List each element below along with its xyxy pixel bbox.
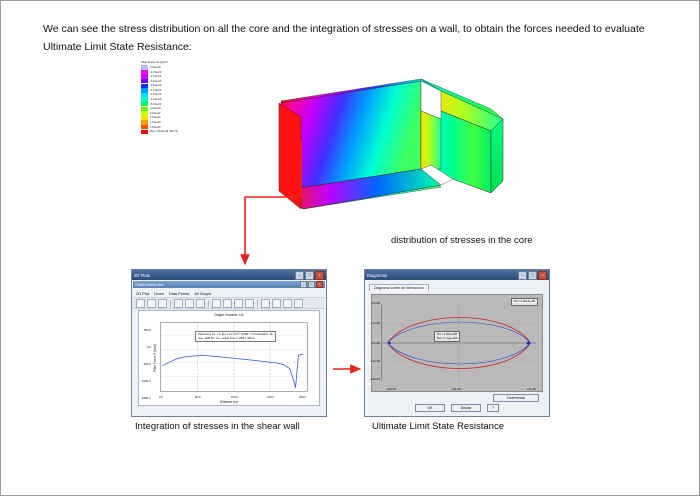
inner-window-title: Grafico/datos.stra (135, 282, 164, 287)
tab-strip[interactable] (365, 282, 549, 291)
x-axis-tick: 0 E+00 (452, 387, 461, 391)
y-tick-label: 500.0 (144, 328, 151, 332)
window-controls (295, 271, 324, 280)
ok-button[interactable]: OK (415, 404, 445, 412)
shear-wall-plot-window[interactable] (131, 269, 327, 417)
legend-label: -1.5 E+03 (150, 93, 162, 97)
legend-label: -1.0 E+03 (150, 98, 162, 102)
menu-item-lines[interactable]: Lines (154, 290, 164, 296)
x-tick-label: 200.0 (299, 395, 306, 399)
y-axis-tick: 0 E+00 (371, 341, 380, 345)
y-axis-tick: -2 E+05 (370, 377, 380, 381)
x-axis-tick: 2 E+05 (527, 387, 536, 391)
design-point-marker (527, 341, 530, 344)
caption-shear-wall: Integration of stresses in the shear wall (135, 421, 300, 432)
legend-title: Plate Stress S1 (grav)? (141, 61, 168, 64)
maximize-button[interactable]: □ (305, 271, 314, 280)
cancel-button[interactable]: Anular (451, 404, 481, 412)
legend-label: -3.0 E+03 (150, 79, 162, 83)
legend-label: 1.0 E+03 (150, 116, 161, 120)
legend-swatch (141, 130, 148, 134)
legend-label: -2.0 E+03 (150, 88, 162, 92)
inner-close-button[interactable]: × (316, 281, 323, 288)
plot-data-line (162, 354, 303, 388)
tab-interaction-diagram[interactable]: Diagrama Limite de Interaccion (369, 284, 429, 291)
help-button[interactable]: ? (487, 404, 499, 412)
legend-label: -2.5 E+03 (150, 84, 162, 88)
y-tick-label: -1500.0 (141, 396, 151, 400)
y-axis-tick: 1 E+05 (371, 321, 380, 325)
x-tick-label: 100.0 (231, 395, 238, 399)
open-icon[interactable] (147, 299, 156, 308)
intro-paragraph: We can see the stress distribution on all the core and the integration of stresses on a wall, to obtain the forces needed to evaluate Ultimate Limit State Resistance: (43, 23, 645, 53)
chart-icon[interactable] (272, 299, 281, 308)
legend-label: Max: 3.84 E+03 (N/m^2) (150, 130, 179, 134)
x-tick-label: 150.0 (267, 395, 274, 399)
toolbar-separator (170, 300, 171, 307)
menu-bar[interactable] (133, 289, 325, 298)
window-title-bar (132, 270, 326, 280)
save-icon[interactable] (158, 299, 167, 308)
y-axis-tick: 2 E+05 (371, 301, 380, 305)
menu-item-data-points[interactable]: Data Points (168, 290, 190, 296)
legend-label: 5.0 E+02 (150, 111, 161, 115)
close-button[interactable]: × (538, 271, 547, 280)
minimize-button[interactable]: – (518, 271, 527, 280)
x-tick-label: 50.0 (195, 395, 201, 399)
pencil-icon[interactable] (234, 299, 243, 308)
legend-label: -5.0 E+02 (150, 102, 162, 106)
menu-item-all-graph[interactable]: All Graph (194, 290, 212, 296)
window-title-bar (365, 270, 549, 280)
envelope-lower (388, 343, 531, 364)
inner-minimize-button[interactable]: – (300, 281, 307, 288)
x-axis-tick: -2 E+05 (386, 387, 396, 391)
interaction-diagram-canvas[interactable] (371, 294, 543, 392)
grid-icon[interactable] (212, 299, 221, 308)
origin-marker (388, 342, 390, 344)
y-tick-label: -500.0 (143, 362, 151, 366)
minimize-button[interactable]: – (295, 271, 304, 280)
inner-maximize-button[interactable]: □ (308, 281, 315, 288)
plot-legend (195, 331, 276, 342)
window-controls (518, 271, 547, 280)
axes-icon[interactable] (223, 299, 232, 308)
toolbar-separator (208, 300, 209, 307)
legend-icon[interactable] (283, 299, 292, 308)
y-axis-label: Plate Force X (N/m) (153, 343, 158, 373)
determinar-button[interactable]: Determinar (493, 394, 539, 402)
plot-legend-line: Plate Force X1 - Int. Env. Line (1/2) * NODE = 3 Combination: 1E (198, 333, 273, 336)
settings-icon[interactable] (294, 299, 303, 308)
inner-window-title-bar (133, 281, 325, 288)
legend-label: 1.5 E+03 (150, 121, 161, 125)
annotation-line: Md = 1.1ge+005 (437, 335, 458, 340)
zoom-out-icon[interactable] (196, 299, 205, 308)
annotation-design-values (434, 331, 460, 342)
plot-legend-line: max. 1498.59 / min. weight force = 1356.7 (kN/m) (198, 336, 255, 340)
legend-label: -4.0 E+03 (150, 70, 162, 74)
y-tick-label: -1000.0 (141, 379, 151, 383)
dialog-footer (371, 404, 543, 412)
plot-title: Graph Number 1/1 (214, 313, 244, 317)
core-stress-figure (141, 59, 521, 219)
annotation-nd-top: Nd = 2.00e E+05 (511, 298, 538, 306)
legend-label: 0.0 E+00 (150, 107, 161, 111)
color-icon[interactable] (245, 299, 254, 308)
table-icon[interactable] (261, 299, 270, 308)
menu-item-2d-plot[interactable]: 2D Plot (136, 290, 150, 296)
toolbar-separator (257, 300, 258, 307)
close-button[interactable]: × (315, 271, 324, 280)
x-tick-label: 0.0 (159, 395, 163, 399)
x-axis-label: Distance (m) (219, 400, 239, 404)
uls-diagram-window[interactable] (364, 269, 550, 417)
core-3d-model (191, 59, 521, 219)
legend-label: -3.5 E+03 (150, 75, 162, 79)
plot-canvas[interactable] (138, 310, 320, 406)
window-title: Diagramas (367, 272, 388, 278)
annotation-line: Nd = 2.00e+005 (437, 332, 458, 336)
toolbar[interactable] (133, 298, 325, 309)
new-icon[interactable] (136, 299, 145, 308)
legend-label: 3.0 E+03 (150, 65, 161, 69)
y-axis-tick: -1 E+05 (370, 359, 380, 363)
zoom-in-icon[interactable] (185, 299, 194, 308)
maximize-button[interactable]: □ (528, 271, 537, 280)
inner-window-controls (300, 281, 323, 288)
print-icon[interactable] (174, 299, 183, 308)
caption-core: distribution of stresses in the core (391, 235, 533, 246)
caption-uls: Ultimate Limit State Resistance (372, 421, 504, 432)
y-tick-label: 0.0 (147, 345, 151, 349)
legend-label: 2.0 E+03 (150, 125, 161, 129)
window-title: 2D Plots (134, 272, 150, 278)
